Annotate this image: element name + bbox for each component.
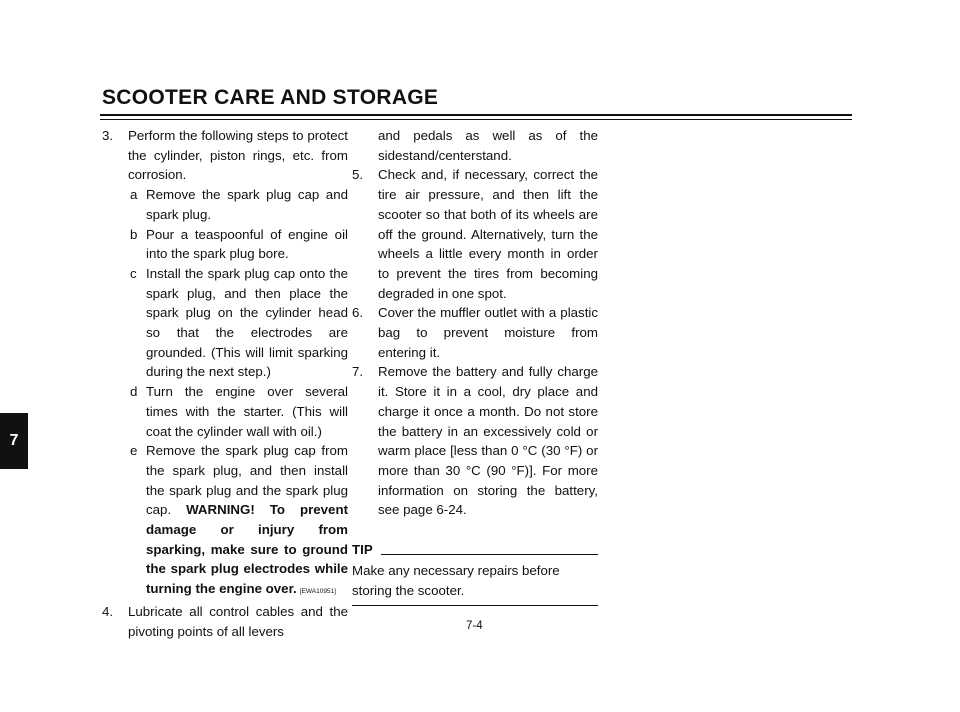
- step-5: [352, 165, 598, 303]
- step-text: Cover the muffler outlet with a plastic bag to prevent moisture from entering it.: [378, 305, 598, 360]
- left-column: [102, 126, 348, 641]
- substep-text: Install the spark plug cap onto the spark plug, and then place the spark plug on the cylinder head so that the electrodes are grounded. (This will limit sparking during the next step.): [146, 265, 348, 380]
- substep-a: [102, 185, 348, 224]
- substep-e: [102, 441, 348, 602]
- substep-letter: c: [130, 265, 137, 281]
- page-number: 7-4: [466, 620, 483, 632]
- tip-label: TIP: [352, 542, 373, 558]
- substep-text: Remove the spark plug cap from the spark plug, and then install the spark plug and the spark plug cap.: [146, 443, 348, 518]
- tip-rule: [381, 554, 598, 555]
- substep-letter: e: [130, 443, 138, 459]
- warning-code: [EWA10951]: [299, 588, 336, 596]
- step-4-continued: and pedals as well as of the sidestand/centerstand.: [378, 128, 598, 163]
- step-text: Check and, if necessary, correct the tire air pressure, and then lift the scooter so that both of its wheels are off the ground. Alternatively, turn the wheels a little every month in order to prevent the tires from becoming degraded in one spot.: [378, 167, 598, 301]
- substep-letter: b: [130, 226, 138, 242]
- step-number: 5.: [352, 167, 364, 183]
- step-number: 7.: [352, 364, 364, 380]
- tip-text: Make any necessary repairs before storing the scooter.: [352, 563, 560, 598]
- tip-box: [352, 539, 598, 606]
- substep-c: [102, 264, 348, 382]
- step-number: 3.: [102, 128, 114, 143]
- header-rule: [100, 114, 852, 120]
- chapter-tab: 7: [0, 413, 28, 469]
- substep-letter: a: [130, 187, 138, 203]
- step-3: [102, 126, 348, 185]
- substep-b: [102, 225, 348, 264]
- step-text: Perform the following steps to protect the cylinder, piston rings, etc. from corrosion.: [128, 128, 348, 183]
- substep-text: Turn the engine over several times with the starter. (This will coat the cylinder wall with oil.): [146, 384, 348, 439]
- step-4: [102, 602, 348, 641]
- step-number: 6.: [352, 305, 364, 321]
- tip-header: [352, 539, 598, 559]
- substep-letter: d: [130, 384, 138, 400]
- tip-bottom-rule: [352, 605, 598, 606]
- step-7: [352, 362, 598, 520]
- step-6: [352, 303, 598, 362]
- right-column: [352, 126, 598, 606]
- substep-d: [102, 382, 348, 441]
- step-number: 4.: [102, 603, 114, 619]
- page-title: SCOOTER CARE AND STORAGE: [102, 86, 439, 109]
- step-text: Lubricate all control cables and the pivoting points of all levers: [128, 603, 348, 639]
- warning-text: WARNING! To prevent damage or injury from sparking, make sure to ground the spark plug electrodes while turning the engine over.: [146, 502, 349, 597]
- substep-text: Remove the spark plug cap and spark plug.: [146, 187, 348, 222]
- step-text: Remove the battery and fully charge it. Store it in a cool, dry place and charge it once a month. Do not store the battery in an excessively cold or warm place [less than 0 °C (30 °F) or more than 30 °C (90 °F)]. For more information on storing the battery, see page 6-24.: [378, 364, 598, 518]
- substep-text: Pour a teaspoonful of engine oil into the spark plug bore.: [146, 226, 348, 262]
